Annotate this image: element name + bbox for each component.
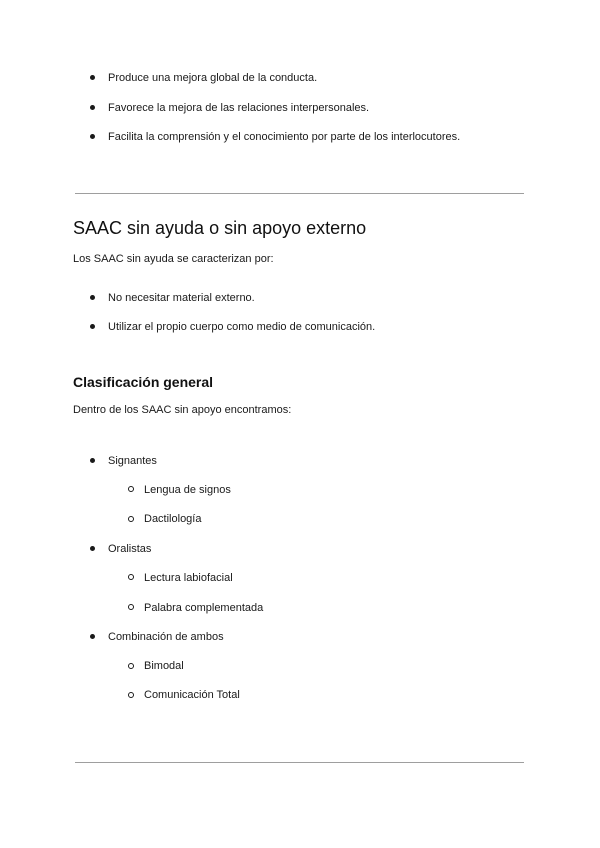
sub-bullet-icon bbox=[128, 604, 134, 610]
horizontal-divider bbox=[75, 762, 524, 763]
list-item: Oralistas bbox=[108, 543, 152, 555]
list-item: No necesitar material externo. bbox=[108, 292, 255, 304]
sub-list-item: Lectura labiofacial bbox=[144, 572, 233, 584]
sub-list-item: Palabra complementada bbox=[144, 602, 264, 614]
list-item: Produce una mejora global de la conducta. bbox=[108, 72, 318, 84]
section-heading: SAAC sin ayuda o sin apoyo externo bbox=[73, 218, 367, 238]
list-item: Combinación de ambos bbox=[108, 631, 224, 643]
horizontal-divider bbox=[75, 193, 524, 194]
bullet-icon bbox=[90, 105, 95, 110]
sub-list-item: Bimodal bbox=[144, 660, 184, 672]
bullet-icon bbox=[90, 75, 95, 80]
sub-list-item: Lengua de signos bbox=[144, 484, 231, 496]
sub-list-item: Dactilología bbox=[144, 513, 202, 525]
bullet-icon bbox=[90, 134, 95, 139]
sub-bullet-icon bbox=[128, 663, 134, 669]
sub-bullet-icon bbox=[128, 692, 134, 698]
sub-bullet-icon bbox=[128, 574, 134, 580]
bullet-icon bbox=[90, 634, 95, 639]
bullet-icon bbox=[90, 458, 95, 463]
list-item: Favorece la mejora de las relaciones interpersonales. bbox=[108, 102, 370, 114]
list-item: Facilita la comprensión y el conocimiento por parte de los interlocutores. bbox=[108, 131, 461, 143]
bullet-icon bbox=[90, 324, 95, 329]
sub-bullet-icon bbox=[128, 486, 134, 492]
bullet-icon bbox=[90, 295, 95, 300]
bullet-icon bbox=[90, 546, 95, 551]
subsection-heading: Clasificación general bbox=[73, 374, 214, 390]
section-intro: Los SAAC sin ayuda se caracterizan por: bbox=[73, 253, 274, 265]
list-item: Utilizar el propio cuerpo como medio de comunicación. bbox=[108, 321, 376, 333]
sub-bullet-icon bbox=[128, 516, 134, 522]
sub-list-item: Comunicación Total bbox=[144, 689, 240, 701]
subsection-intro: Dentro de los SAAC sin apoyo encontramos: bbox=[73, 404, 292, 416]
list-item: Signantes bbox=[108, 455, 157, 467]
